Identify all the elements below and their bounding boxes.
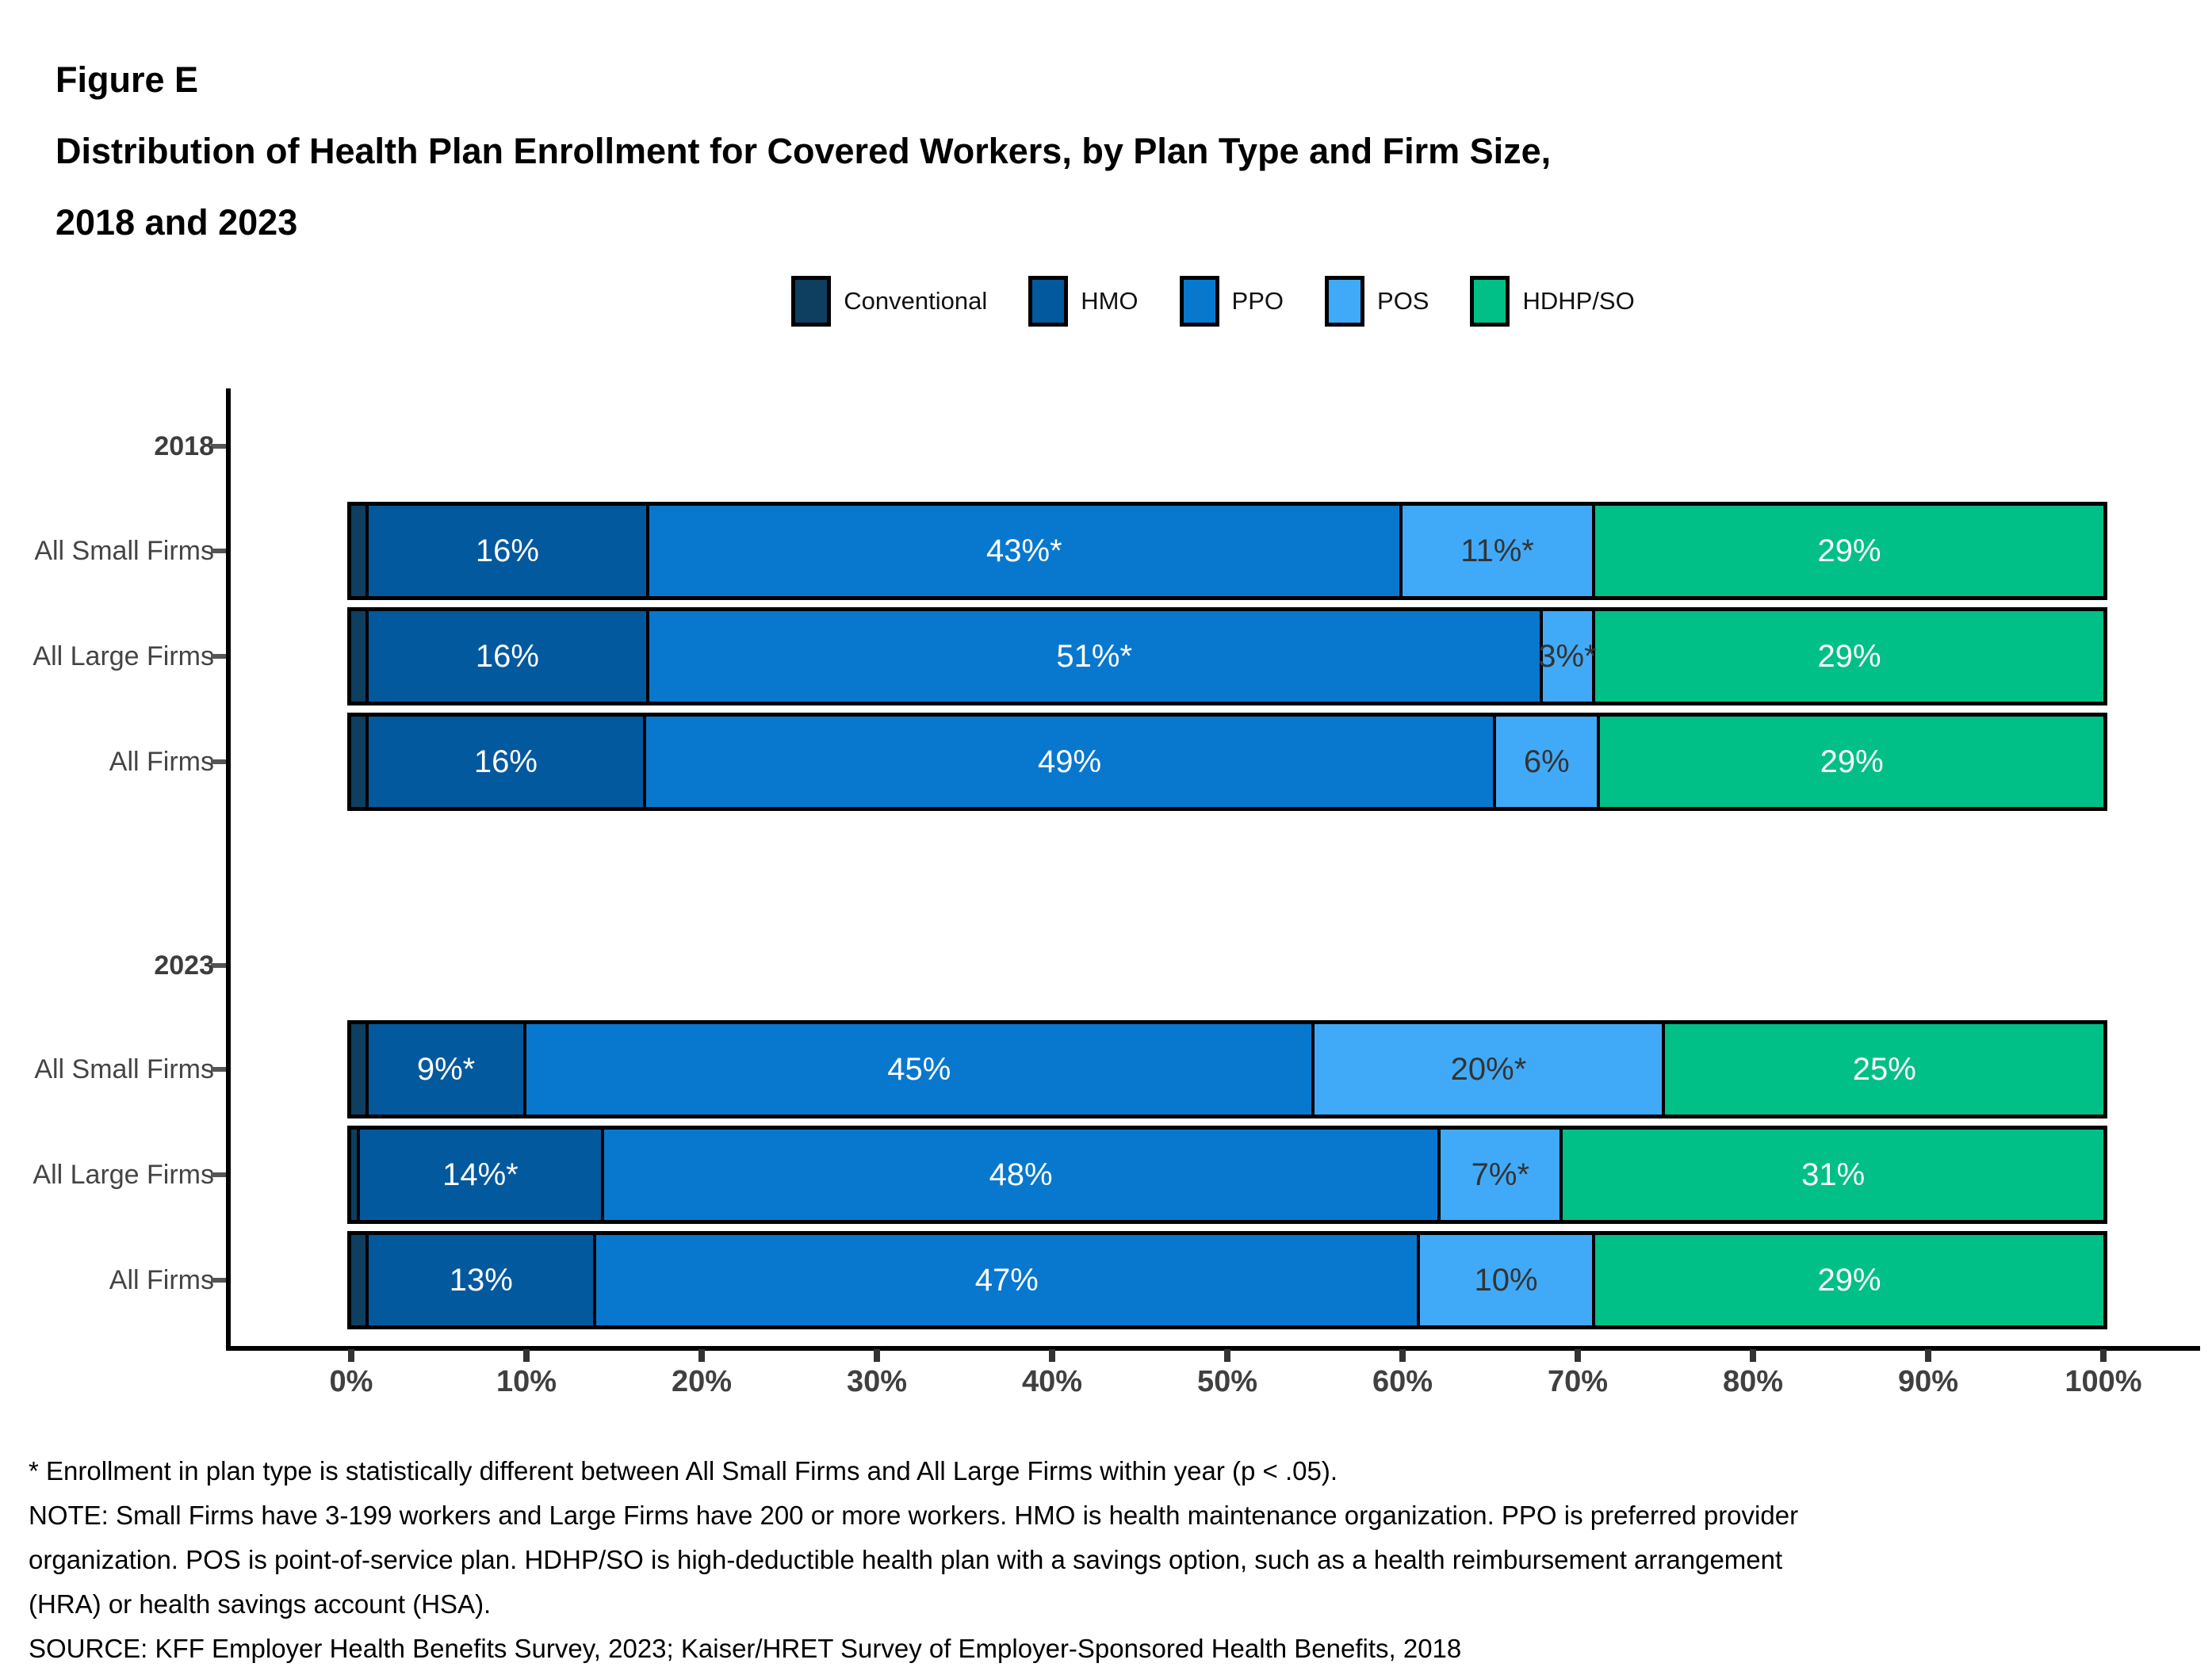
- x-axis-tick-label: 70%: [1547, 1365, 1609, 1398]
- segment-value-label: 13%: [449, 1262, 513, 1298]
- segment-conventional: [351, 611, 369, 702]
- segment-hmo: [369, 506, 649, 596]
- y-axis-line: [226, 388, 231, 1351]
- chart-title: [55, 44, 1551, 258]
- segment-value-label: 3%*: [1538, 638, 1597, 674]
- x-axis-tick-label: 30%: [846, 1365, 908, 1398]
- segment-hdhp-so: [1600, 717, 2103, 807]
- segment-conventional: [351, 1024, 369, 1115]
- pos-swatch-icon: [1325, 276, 1364, 327]
- segment-hmo: [369, 717, 646, 807]
- footnote-line: * Enrollment in plan type is statistically different between All Small Firms and All Large Firms within year (p < .05).: [29, 1456, 1338, 1486]
- segment-value-label: 16%: [475, 638, 539, 674]
- x-axis-tick: [1224, 1349, 1230, 1362]
- segment-ppo: [649, 506, 1403, 596]
- segment-ppo: [596, 1235, 1420, 1325]
- x-axis-tick: [348, 1349, 354, 1362]
- segment-value-label: 29%: [1817, 1262, 1881, 1298]
- y-axis-category-label: All Large Firms: [33, 641, 214, 671]
- x-axis-line: [226, 1346, 2200, 1351]
- segment-value-label: 29%: [1817, 638, 1881, 674]
- legend-label: HDHP/SO: [1522, 287, 1635, 315]
- segment-value-label: 49%: [1038, 744, 1102, 779]
- segment-value-label: 16%: [473, 744, 538, 779]
- bar-2018-all-small-firms: [347, 502, 2107, 600]
- legend-item-conventional: [791, 276, 987, 327]
- chart-title-line1: Distribution of Health Plan Enrollment for Covered Workers, by Plan Type and Firm Size,: [55, 131, 1552, 171]
- segment-value-label: 10%: [1474, 1262, 1538, 1298]
- x-axis-tick-label: 40%: [1021, 1365, 1083, 1398]
- x-axis-tick: [2100, 1349, 2107, 1362]
- hmo-swatch-icon: [1028, 276, 1068, 327]
- segment-hdhp-so: [1595, 611, 2103, 702]
- segment-hdhp-so: [1595, 1235, 2103, 1325]
- footnote-line: (HRA) or health savings account (HSA).: [29, 1589, 492, 1619]
- segment-value-label: 9%*: [416, 1051, 476, 1087]
- segment-hdhp-so: [1665, 1024, 2103, 1115]
- x-axis-tick-label: 80%: [1722, 1365, 1784, 1398]
- x-axis-tick: [1925, 1349, 1931, 1362]
- y-axis-category-label: All Large Firms: [33, 1160, 214, 1190]
- segment-value-label: 6%: [1523, 744, 1570, 779]
- segment-value-label: 7%*: [1471, 1157, 1530, 1192]
- legend-label: POS: [1377, 287, 1429, 315]
- segment-value-label: 45%: [887, 1051, 951, 1087]
- segment-pos: [1403, 506, 1595, 596]
- segment-value-label: 48%: [989, 1157, 1053, 1192]
- x-axis-tick: [698, 1349, 705, 1362]
- ppo-swatch-icon: [1180, 276, 1219, 327]
- y-axis-category-label: All Small Firms: [34, 536, 214, 566]
- x-axis-tick: [1575, 1349, 1581, 1362]
- legend-item-pos: [1325, 276, 1429, 327]
- chart-title-line2: 2018 and 2023: [55, 202, 298, 243]
- conventional-swatch-icon: [791, 276, 831, 327]
- legend-item-hdhp-so: [1470, 276, 1634, 327]
- x-axis-tick-label: 90%: [1897, 1365, 1959, 1398]
- bar-2023-all-firms: [347, 1231, 2107, 1329]
- segment-value-label: 11%*: [1460, 533, 1534, 568]
- segment-hdhp-so: [1563, 1130, 2103, 1220]
- y-axis-category-label: All Firms: [109, 1265, 214, 1295]
- x-axis-tick-label: 0%: [329, 1365, 373, 1398]
- x-axis-tick: [1049, 1349, 1055, 1362]
- x-axis-tick: [1399, 1349, 1406, 1362]
- segment-conventional: [351, 717, 369, 807]
- footnote-line: organization. POS is point-of-service plan. HDHP/SO is high-deductible health plan with a savings option, such as a health reimbursement arrangement: [29, 1545, 1783, 1574]
- segment-value-label: 29%: [1820, 744, 1884, 779]
- segment-value-label: 14%*: [442, 1157, 519, 1192]
- x-axis-tick: [1750, 1349, 1756, 1362]
- y-axis-category-label: All Small Firms: [34, 1054, 214, 1084]
- segment-pos: [1538, 611, 1597, 702]
- legend-item-hmo: [1028, 276, 1138, 327]
- segment-value-label: 31%: [1801, 1157, 1866, 1192]
- segment-ppo: [604, 1130, 1441, 1220]
- segment-pos: [1441, 1130, 1563, 1220]
- x-axis-tick-label: 10%: [496, 1365, 557, 1398]
- legend-label: Conventional: [844, 287, 988, 315]
- segment-hmo: [360, 1130, 604, 1220]
- segment-value-label: 16%: [475, 533, 539, 568]
- footnotes: [29, 1449, 2193, 1671]
- segment-conventional: [351, 1235, 369, 1325]
- segment-hmo: [369, 611, 649, 702]
- segment-pos: [1315, 1024, 1665, 1115]
- segment-conventional: [351, 1130, 360, 1220]
- segment-ppo: [649, 611, 1543, 702]
- x-axis-tick-label: 100%: [2065, 1365, 2142, 1398]
- segment-value-label: 43%*: [986, 533, 1062, 568]
- segment-pos: [1496, 717, 1600, 807]
- segment-value-label: 20%*: [1450, 1051, 1527, 1087]
- segment-hmo: [369, 1024, 526, 1115]
- legend: [226, 276, 2200, 327]
- x-axis-tick-label: 20%: [671, 1365, 733, 1398]
- footnote-line: SOURCE: KFF Employer Health Benefits Survey, 2023; Kaiser/HRET Survey of Employer-Sponsored Health Benefits, 2018: [29, 1634, 1462, 1663]
- segment-value-label: 25%: [1852, 1051, 1916, 1087]
- legend-label: PPO: [1231, 287, 1284, 315]
- x-axis-tick: [874, 1349, 880, 1362]
- bar-2023-all-large-firms: [347, 1126, 2107, 1224]
- segment-hmo: [369, 1235, 596, 1325]
- segment-value-label: 47%: [974, 1262, 1039, 1298]
- x-axis-tick: [523, 1349, 530, 1362]
- segment-value-label: 29%: [1817, 533, 1881, 568]
- bar-2018-all-firms: [347, 713, 2107, 811]
- y-axis-year-label: 2023: [154, 950, 214, 981]
- footnote-line: NOTE: Small Firms have 3-199 workers and Large Firms have 200 or more workers. HMO is health maintenance organization. PPO is preferred provider: [29, 1501, 1799, 1530]
- segment-ppo: [646, 717, 1496, 807]
- segment-pos: [1420, 1235, 1595, 1325]
- segment-conventional: [351, 506, 369, 596]
- bar-2018-all-large-firms: [347, 607, 2107, 705]
- x-axis-tick-label: 50%: [1196, 1365, 1258, 1398]
- x-axis-tick-label: 60%: [1372, 1365, 1433, 1398]
- hdhp-so-swatch-icon: [1470, 276, 1510, 327]
- legend-label: HMO: [1081, 287, 1139, 315]
- segment-hdhp-so: [1595, 506, 2103, 596]
- segment-ppo: [526, 1024, 1315, 1115]
- y-axis-category-label: All Firms: [109, 747, 214, 777]
- y-axis-year-label: 2018: [154, 431, 214, 461]
- bar-2023-all-small-firms: [347, 1020, 2107, 1118]
- figure-label: Figure E: [55, 59, 199, 100]
- legend-item-ppo: [1180, 276, 1284, 327]
- segment-value-label: 51%*: [1056, 638, 1133, 674]
